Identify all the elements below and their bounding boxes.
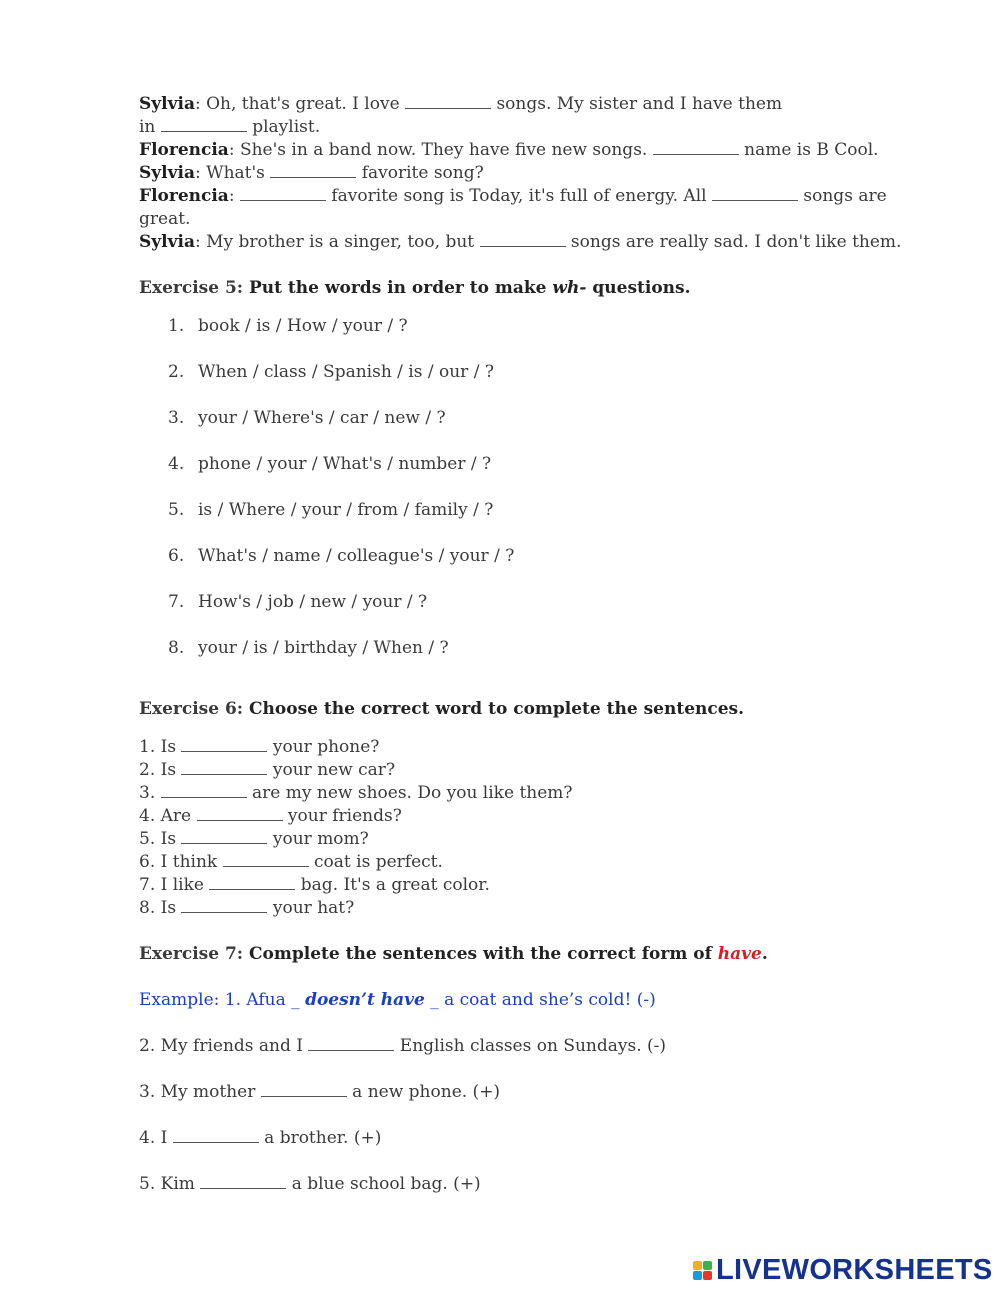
sentence-item: 6. I think coat is perfect. (139, 852, 443, 872)
dialogue-text: in (139, 117, 161, 137)
list-item: 4. phone / your / What's / number / ? (168, 454, 492, 474)
list-item: 6. What's / name / colleague's / your / ? (168, 546, 515, 566)
speaker-name: Florencia (139, 140, 229, 160)
exercise-7-heading: Exercise 7: Complete the sentences with the correct form of have. (139, 944, 768, 964)
dialogue-text: favorite song? (356, 163, 484, 183)
example-sentence: Example: 1. Afua _ doesn’t have _ a coat and she’s cold! (-) (139, 990, 656, 1010)
answer-blank[interactable] (181, 737, 267, 752)
dialogue-text: great. (139, 209, 191, 229)
sentence-item: 2. Is your new car? (139, 760, 396, 780)
liveworksheets-logo (693, 1254, 993, 1286)
answer-blank[interactable] (308, 1036, 394, 1051)
sentence-item: 4. Are your friends? (139, 806, 402, 826)
dialogue-line-2 (139, 116, 320, 139)
list-item: 1. book / is / How / your / ? (168, 316, 408, 336)
speaker-name: Sylvia (139, 163, 195, 183)
highlight-word: have (717, 944, 762, 964)
sentence-item: 8. Is your hat? (139, 898, 355, 918)
dialogue-text: name is B Cool. (738, 140, 879, 160)
answer-blank[interactable] (161, 117, 247, 132)
dialogue-text: : My brother is a singer, too, but (194, 232, 480, 252)
answer-blank[interactable] (197, 806, 283, 821)
logo-grid-icon (693, 1261, 712, 1280)
answer-blank[interactable] (181, 829, 267, 844)
dialogue-line-6 (139, 208, 190, 231)
answer-blank[interactable] (173, 1128, 259, 1143)
answer-blank[interactable] (240, 186, 326, 201)
sentence-item: 3. My mother a new phone. (+) (139, 1082, 501, 1102)
sentence-item: 1. Is your phone? (139, 737, 380, 757)
answer-blank[interactable] (209, 875, 295, 890)
answer-blank[interactable] (261, 1082, 347, 1097)
answer-blank[interactable] (223, 852, 309, 867)
dialogue-line-3 (139, 139, 879, 162)
dialogue-text: favorite song is Today, it's full of energy. All (325, 186, 712, 206)
answer-blank[interactable] (200, 1174, 286, 1189)
answer-blank[interactable] (405, 94, 491, 109)
sentence-item: 5. Kim a blue school bag. (+) (139, 1174, 481, 1194)
answer-blank[interactable] (480, 232, 566, 247)
dialogue-text: : (228, 186, 240, 206)
list-item: 7. How's / job / new / your / ? (168, 592, 428, 612)
answer-blank[interactable] (161, 783, 247, 798)
dialogue-line-4 (139, 162, 484, 185)
answer-blank[interactable] (270, 163, 356, 178)
dialogue-text: playlist. (246, 117, 321, 137)
exercise-6-heading: Exercise 6: Choose the correct word to complete the sentences. (139, 699, 745, 719)
speaker-name: Sylvia (139, 232, 195, 252)
dialogue-text: : She's in a band now. They have five new songs. (228, 140, 653, 160)
list-item: 3. your / Where's / car / new / ? (168, 408, 446, 428)
dialogue-text: : What's (194, 163, 271, 183)
brand-name: LIVEWORKSHEETS (716, 1253, 993, 1286)
dialogue-text: : Oh, that's great. I love (194, 94, 406, 114)
dialogue-text: songs. My sister and I have them (491, 94, 783, 114)
answer-blank[interactable] (181, 898, 267, 913)
exercise-5-heading: Exercise 5: Put the words in order to make wh- questions. (139, 278, 691, 298)
dialogue-text: songs are really sad. I don't like them. (565, 232, 902, 252)
answer-blank[interactable] (712, 186, 798, 201)
sentence-item: 5. Is your mom? (139, 829, 369, 849)
answer-blank[interactable] (653, 140, 739, 155)
dialogue-line-5 (139, 185, 887, 208)
answer-blank[interactable] (181, 760, 267, 775)
dialogue-text: songs are (798, 186, 887, 206)
dialogue-line-7 (139, 231, 901, 254)
sentence-item: 7. I like bag. It's a great color. (139, 875, 490, 895)
list-item: 8. your / is / birthday / When / ? (168, 638, 449, 658)
speaker-name: Florencia (139, 186, 229, 206)
speaker-name: Sylvia (139, 94, 195, 114)
sentence-item: 2. My friends and I English classes on Sundays. (-) (139, 1036, 667, 1056)
sentence-item: 4. I a brother. (+) (139, 1128, 382, 1148)
sentence-item: 3. are my new shoes. Do you like them? (139, 783, 573, 803)
list-item: 2. When / class / Spanish / is / our / ? (168, 362, 494, 382)
dialogue-line-1 (139, 93, 782, 116)
list-item: 5. is / Where / your / from / family / ? (168, 500, 494, 520)
